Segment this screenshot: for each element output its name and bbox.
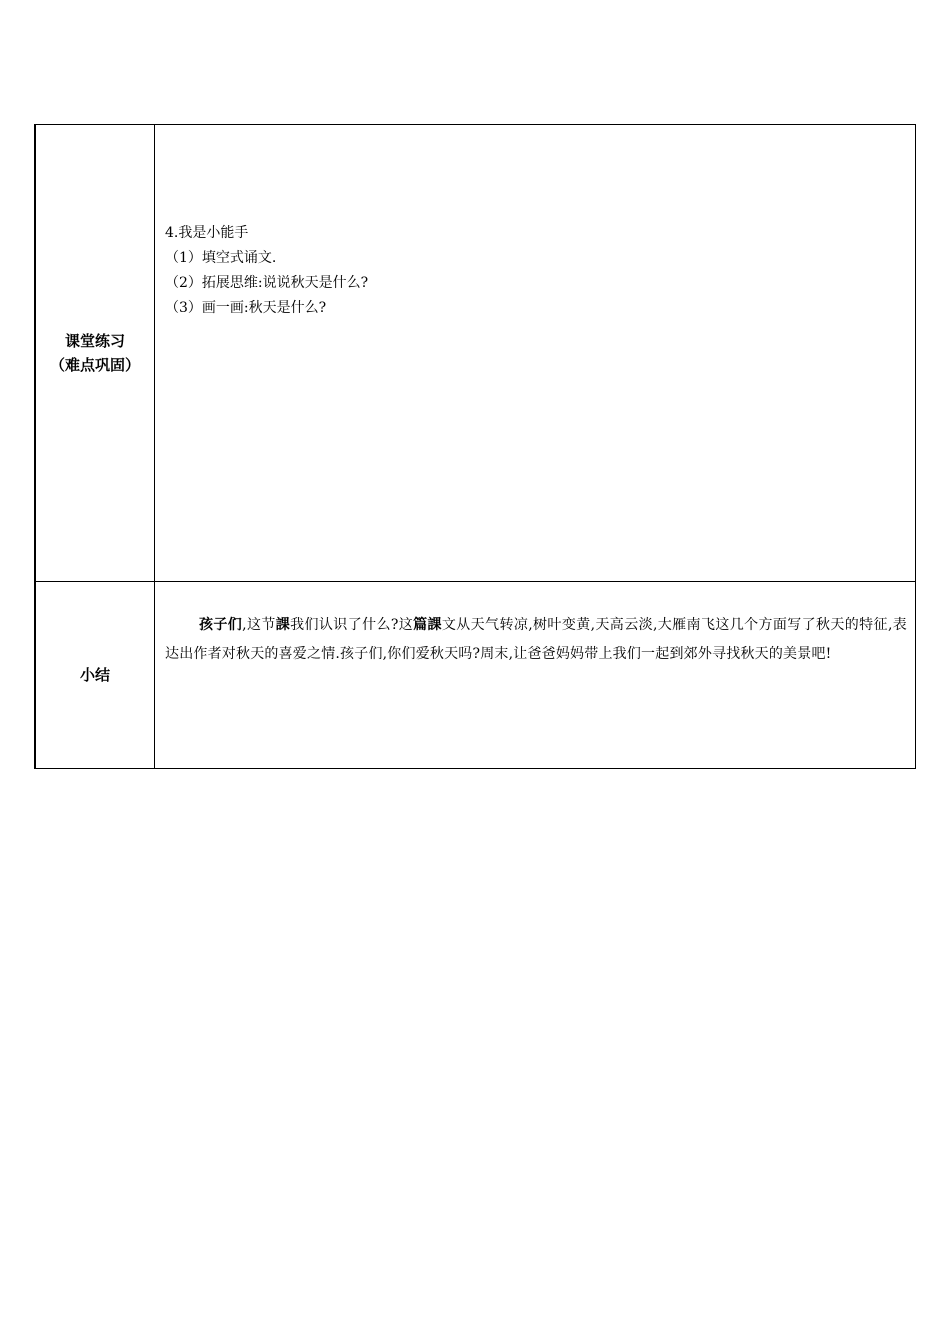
summary-paragraph <box>165 611 907 669</box>
summary-label: 小结 <box>79 666 110 684</box>
practice-item-3: （3）画一画:秋天是什么? <box>165 300 327 316</box>
practice-sublabel: （难点巩固） <box>49 356 140 374</box>
summary-content-cell <box>155 582 916 769</box>
summary-bold-1: 孩子们 <box>199 617 243 633</box>
summary-text-1: ,这节 <box>242 617 276 633</box>
practice-content-cell <box>155 125 916 582</box>
lesson-plan-table <box>34 124 916 769</box>
practice-row <box>35 125 916 582</box>
summary-text-2: 我们认识了什么?这 <box>290 617 414 633</box>
practice-item-1: （1）填空式诵文. <box>165 250 277 266</box>
summary-row <box>35 582 916 769</box>
practice-item-title: 4.我是小能手 <box>165 225 249 241</box>
practice-label-cell <box>35 125 155 582</box>
practice-item-2: （2）拓展思维:说说秋天是什么? <box>165 275 369 291</box>
summary-label-cell <box>35 582 155 769</box>
summary-text-3: 文从天气转凉,树叶变黄,天高云淡,大雁南飞这几个方面写了秋天的特征,表达出作者对秋天的喜爱之情.孩子们,你们爱秋天吗?周末,让爸爸妈妈带上我们一起到郊外寻找秋天的美景吧! <box>165 617 907 662</box>
practice-label: 课堂练习 <box>64 332 125 350</box>
summary-bold-3: 篇課 <box>413 617 442 633</box>
summary-bold-2: 課 <box>275 617 291 633</box>
